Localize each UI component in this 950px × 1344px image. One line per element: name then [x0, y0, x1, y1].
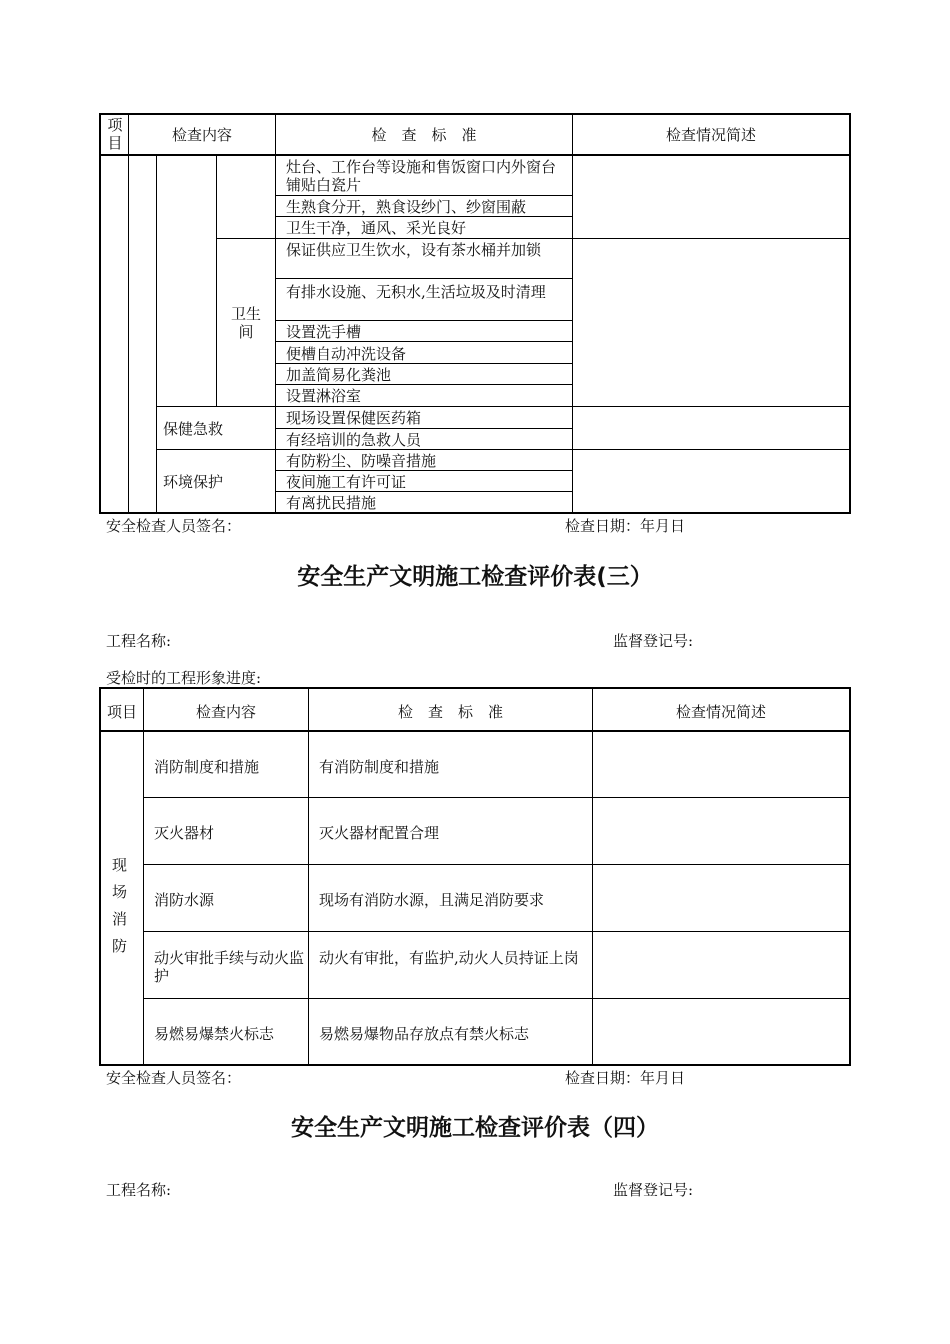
standard-text: 生熟食分开，熟食设纱门、纱窗围蔽 [286, 198, 527, 216]
standard-text: 设置洗手槽 [286, 323, 362, 341]
standard-text: 有排水设施、无积水,生活垃圾及时清理 [286, 283, 546, 301]
standard-text: 夜间施工有许可证 [286, 473, 407, 491]
standard-text: 有离扰民措施 [286, 494, 377, 512]
header-content: 检查内容 [195, 703, 256, 721]
standard-text: 有防粉尘、防噪音措施 [286, 452, 437, 470]
content-cell: 动火审批手续与动火监护 [154, 949, 305, 985]
standard-text: 灶台、工作台等设施和售饭窗口内外窗台铺贴白瓷片 [286, 158, 557, 194]
header-standard: 检 查 标 准 [397, 703, 503, 721]
header-status: 检查情况简述 [665, 126, 756, 144]
standard-text: 卫生干净，通风、采光良好 [286, 219, 467, 237]
standard-cell: 动火有审批，有监护,动火人员持证上岗 [319, 949, 579, 967]
standard-text: 设置淋浴室 [286, 387, 362, 405]
content-cell: 易燃易爆禁火标志 [154, 1025, 275, 1043]
content-cell: 消防水源 [154, 891, 215, 909]
inspector-signature: 安全检查人员签名： [106, 517, 242, 535]
group-environment: 环境保护 [163, 473, 224, 491]
header-status: 检查情况简述 [675, 703, 766, 721]
content-cell: 灭火器材 [154, 824, 215, 842]
standard-cell: 易燃易爆物品存放点有禁火标志 [319, 1025, 530, 1043]
registration-number-label: 监督登记号: [613, 632, 694, 650]
item-fire-safety: 现场消防 [112, 856, 128, 955]
standard-text: 保证供应卫生饮水，设有茶水桶并加锁 [286, 241, 542, 259]
project-name-label: 工程名称: [106, 632, 172, 650]
registration-number-label: 监督登记号: [613, 1181, 694, 1199]
section-title: 安全生产文明施工检查评价表（四） [291, 1115, 659, 1141]
standard-cell: 现场有消防水源，且满足消防要求 [319, 891, 545, 909]
header-item: 项目 [107, 116, 123, 152]
project-name-label: 工程名称: [106, 1181, 172, 1199]
standard-cell: 有消防制度和措施 [319, 758, 440, 776]
standard-text: 加盖简易化粪池 [286, 366, 392, 384]
section-title: 安全生产文明施工检查评价表(三） [297, 564, 653, 590]
inspection-date: 检查日期：年月日 [565, 517, 686, 535]
content-cell: 消防制度和措施 [154, 758, 260, 776]
group-toilet: 卫生间 [230, 305, 261, 341]
standard-text: 有经培训的急救人员 [286, 431, 422, 449]
inspection-date: 检查日期：年月日 [565, 1069, 686, 1087]
group-first-aid: 保健急救 [163, 420, 224, 438]
progress-label: 受检时的工程形象进度: [106, 669, 262, 687]
standard-text: 便槽自动冲洗设备 [286, 345, 407, 363]
header-content: 检查内容 [171, 126, 232, 144]
standard-cell: 灭火器材配置合理 [319, 824, 440, 842]
header-standard: 检 查 标 准 [371, 126, 477, 144]
header-item: 项目 [106, 703, 137, 721]
inspector-signature: 安全检查人员签名： [106, 1069, 242, 1087]
standard-text: 现场设置保健医药箱 [286, 409, 422, 427]
